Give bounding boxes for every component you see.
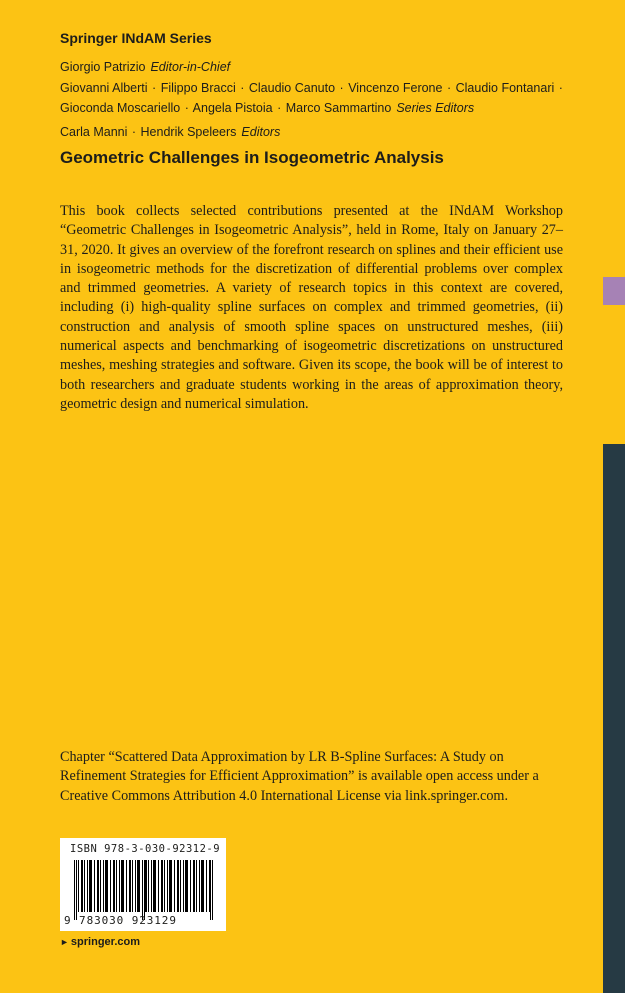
spine-accent-stripe (603, 277, 625, 305)
series-editor-name: Vincenzo Ferone (348, 80, 443, 95)
series-title: Springer INdAM Series (60, 30, 212, 46)
name-separator: · (558, 80, 563, 95)
open-access-note: Chapter “Scattered Data Approximation by LR B-Spline Surfaces: A Study on Refinement Strategies for Efficient Approximation” is available open access under a Creative Commons Attribution 4.0 International License via link.springer.com. (60, 749, 539, 804)
series-editor-name: Filippo Bracci (160, 80, 236, 95)
spine-dark-band (603, 444, 625, 993)
isbn-barcode (60, 838, 226, 931)
name-separator: · (446, 80, 452, 95)
series-editor-name: Giovanni Alberti (60, 80, 148, 95)
barcode-digits: 9 783030 923129 (64, 914, 177, 927)
series-editor-name: Gioconda Moscariello (60, 101, 181, 115)
editorial-board (60, 57, 563, 119)
name-separator: · (184, 101, 189, 115)
editor-in-chief-line (60, 57, 560, 78)
series-editors-line-1 (60, 78, 563, 99)
series-editor-name: Claudio Fontanari (455, 80, 555, 95)
editor-in-chief-role: Editor-in-Chief (150, 60, 231, 74)
name-separator: · (240, 80, 245, 95)
barcode-guard-left (74, 860, 77, 920)
name-separator: · (277, 101, 282, 115)
series-editor-name: Claudio Canuto (248, 80, 336, 95)
series-editor-name: Marco Sammartino (285, 101, 392, 115)
series-editors-line-2 (60, 98, 560, 119)
isbn-label: ISBN 978-3-030-92312-9 (70, 843, 221, 855)
volume-editor-name: Carla Manni (60, 125, 128, 139)
volume-editors (60, 125, 280, 139)
publisher-link-text: springer.com (70, 936, 140, 948)
barcode-guard-right (210, 860, 213, 920)
arrow-right-icon: ► (60, 937, 69, 947)
volume-editors-role: Editors (241, 125, 281, 139)
barcode-guard-middle (142, 860, 145, 920)
series-editor-name: Angela Pistoia (192, 101, 273, 115)
volume-editor-name: Hendrik Speleers (140, 125, 237, 139)
name-separator: · (152, 80, 157, 95)
name-separator: · (131, 125, 137, 139)
book-title: Geometric Challenges in Isogeometric Analysis (60, 148, 444, 167)
series-editors-role: Series Editors (396, 101, 475, 115)
publisher-link[interactable] (60, 936, 140, 948)
name-separator: · (339, 80, 344, 95)
book-description: This book collects selected contributions presented at the INdAM Workshop “Geometric Challenges in Isogeometric Analysis”, held in Rome, Italy on January 27–31, 2020. It gives an overview of the forefront research on splines and their efficient use in isogeometric methods for the discretization of differential problems over complex and trimmed geometries. A variety of research topics in this context are covered, including (i) high-quality spline surfaces on complex and trimmed geometries, (ii) construction and analysis of smooth spline spaces on unstructured meshes, (iii) numerical aspects and benchmarking of isogeometric discretizations on unstructured meshes, meshing strategies and software. Given its scope, the book will be of interest to both researchers and graduate students working in the areas of approximation theory, geometric design and numerical simulation. (60, 203, 563, 412)
editor-in-chief-name: Giorgio Patrizio (60, 60, 146, 74)
